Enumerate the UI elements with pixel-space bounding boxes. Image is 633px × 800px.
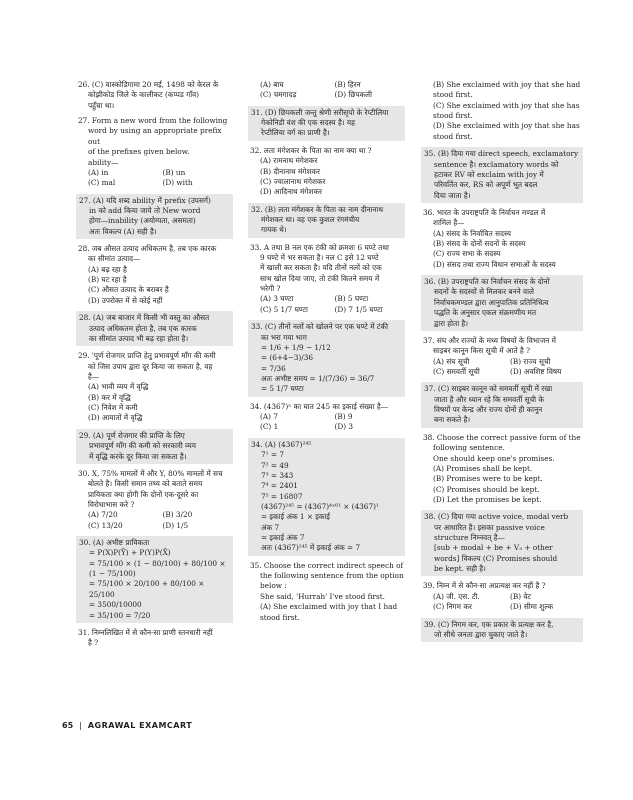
option: (A) बढ़ रहा है: [88, 264, 127, 274]
options-grid: [250, 412, 405, 433]
question-block: [78, 628, 233, 649]
question-block: [250, 561, 405, 623]
text-line: 27. Form a new word from the following: [78, 116, 228, 126]
text-line: = 75/100 × 20/100 + 80/100 × 25/100: [89, 579, 205, 599]
text-line: उत्पाद अधिकतम होता है, तब एक कारक: [89, 323, 197, 333]
text-line: in को add किया जाये तो New word: [89, 205, 201, 215]
text-line: below :: [260, 581, 287, 591]
brand-name: AGRAWAL EXAMCART: [87, 721, 193, 730]
text-line: 33. A तथा B नल एक टंकी को क्रमशः 6 घण्टे तथा: [250, 242, 389, 252]
column-left: [78, 80, 233, 654]
option: (C) औसत उत्पाद के बराबर है: [88, 285, 169, 295]
text-line: गेकोनिडी वंश की एक सदस्य है। यह: [261, 118, 356, 128]
text-line: 29. (A) पूर्ण रोजगार की प्राप्ति के लिए: [79, 430, 185, 440]
text-line: कोझीकोड जिले के कालीकट (कप्पड गाँव): [88, 90, 200, 100]
text-line: रेप्टीलिया वर्ग का प्राणी है।: [261, 128, 330, 138]
option: (B) Promises were to be kept.: [433, 474, 543, 484]
option: (C) चमगादड़: [260, 90, 297, 100]
option: stood first.: [433, 131, 473, 141]
text-line: 29. 'पूर्ण रोजगार प्राप्ति हेतु प्रभावपूर्ण माँग की कमी: [78, 351, 216, 361]
text-line: हटाकर RV को exclaim with joy में: [434, 169, 544, 179]
option: (A) She exclaimed with joy that I had: [260, 602, 398, 612]
text-line: 7² = 49: [261, 460, 289, 470]
text-line: द्वारा होता है।: [434, 318, 469, 328]
text-line: [sub + modal + be + V₃ + other: [434, 543, 553, 553]
option: (B) वेट: [510, 591, 532, 601]
question-block: [250, 80, 405, 101]
option: (A) संसद के निर्वाचित सदस्य: [433, 228, 512, 238]
text-line: है—: [88, 371, 100, 381]
text-line: (4367)²⁴⁵ = (4367)⁴ˣ⁶¹ × (4367)¹: [261, 501, 379, 511]
option: (D) सीमा शुल्क: [510, 602, 554, 612]
text-line: 37. (C) साइबर कानून को समवर्ती सूची में रखा: [424, 384, 553, 394]
question-block: [423, 336, 583, 377]
text-line: 26. (C) वास्कोडिगामा 20 मई, 1498 को केरल के: [78, 80, 219, 89]
option: (A) 7: [260, 412, 278, 422]
answer-block: [248, 320, 405, 397]
answer-block: [76, 311, 233, 346]
text-line: = 3500/10000: [89, 600, 142, 610]
text-line: में वृद्धि करके दूर किया जा सकता है।: [89, 451, 187, 461]
question-block: [78, 351, 233, 424]
text-line: 30. X, 75% मामलों में और Y, 80% मामलों में सच: [78, 468, 223, 478]
answer-block: [248, 438, 405, 556]
options-list: [423, 80, 583, 142]
option: (D) 1/5: [162, 520, 189, 530]
option: (D) छिपकली: [334, 90, 372, 100]
text-line: साथ खोल दिया जाए, तो टंकी कितने समय में: [260, 273, 380, 283]
text-line: 7³ = 343: [261, 470, 294, 480]
option: (A) संघ सूची: [433, 356, 470, 366]
text-line: जाता है और ध्यान रहे कि समवर्ती सूची के: [434, 394, 544, 404]
text-line: शामिल है—: [433, 218, 465, 228]
options-list: [423, 229, 583, 270]
text-line: होगा—inability (अयोग्यता, असमता): [89, 216, 196, 226]
question-block: [250, 146, 405, 198]
question-block: [423, 433, 583, 506]
text-line: structure निम्नवत् है—: [434, 533, 505, 543]
text-line: = 35/100 = 7/20: [89, 610, 151, 620]
option: (A) in: [88, 167, 109, 177]
question-block: [423, 581, 583, 612]
option: (B) She exclaimed with joy that she had: [433, 80, 581, 89]
text-line: 34. (A) (4367)²⁴⁵: [251, 439, 312, 449]
question-block: [423, 80, 583, 142]
text-line: दिया जाता है।: [434, 190, 471, 200]
option: (A) बाघ: [260, 80, 284, 89]
option: (B) 5 घण्टा: [334, 294, 369, 304]
option: (B) संसद के दोनों सदनों के सदस्य: [433, 239, 526, 249]
option: (C) She exclaimed with joy that she has: [433, 100, 580, 110]
option: (C) 13/20: [88, 520, 123, 530]
text-line: 9 घण्टे में भर सकता है। नल C इसे 12 घण्टे: [260, 253, 379, 263]
text-line: = P(X)P(Ȳ) + P(Y)P(X̄): [89, 548, 171, 558]
text-line: = (6+4−3)/36: [261, 353, 314, 363]
text-line: = 7/36: [261, 363, 286, 373]
text-line: 7¹ = 7: [261, 450, 284, 460]
text-line: = 75/100 × (1 − 80/100) + 80/100 × (1 − 75/100): [89, 558, 226, 579]
text-line: निर्वाचकमण्डल द्वारा आनुपातिक प्रतिनिधित्व: [434, 297, 549, 307]
text-line: 36. (B) उपराष्ट्रपति का निर्वाचन संसद के दोनों: [424, 277, 550, 287]
text-line: 35. Choose the correct indirect speech of: [250, 560, 404, 570]
text-line: = इकाई अंक 7: [261, 533, 305, 543]
option: (A) जी. एस. टी.: [433, 591, 480, 601]
text-line: 30. (A) अभीष्ट प्रायिकता: [79, 538, 150, 548]
column-right: [423, 80, 583, 647]
option: (B) हिरन: [334, 80, 361, 89]
text-line: sentence है। exclamatory words को: [434, 159, 559, 169]
text-line: of the prefixes given below.: [88, 147, 190, 157]
text-line: भरेगी ?: [260, 284, 281, 294]
option: (B) कर में वृद्धि: [88, 392, 131, 402]
question-block: [78, 116, 233, 189]
option: stood first.: [433, 90, 473, 100]
option: (D) उपरोक्त में से कोई नहीं: [88, 295, 163, 305]
text-line: बोलते है। किसी समान तथ्य को बताते समय: [88, 479, 203, 489]
option: (D) with: [162, 178, 193, 188]
option: (B) un: [162, 167, 186, 177]
text-line: सदनों के सदस्यों से मिलकर बनने वाले: [434, 287, 534, 297]
option: (A) Promises shall be kept.: [433, 463, 533, 473]
question-block: [250, 402, 405, 433]
text-line: का भरा गया भाग: [261, 332, 307, 342]
options-grid: [250, 80, 405, 101]
answer-block: [421, 510, 583, 576]
text-line: 31. (D) छिपकली जन्तु श्रेणी सरीसृपो के रेप्टीलिया: [251, 107, 389, 117]
answer-block: [421, 147, 583, 203]
text-line: 7⁵ = 16807: [261, 491, 303, 501]
option: (B) राज्य सूची: [510, 356, 551, 366]
answer-block: [76, 194, 233, 239]
text-line: One should keep one's promises.: [433, 453, 555, 463]
options-grid: [423, 592, 583, 613]
text-line: 38. Choose the correct passive form of the: [423, 432, 581, 442]
option: (C) Promises should be kept.: [433, 484, 540, 494]
option: (A) रामनाथ मंगेशकर: [260, 156, 318, 166]
answer-block: [421, 275, 583, 331]
text-line: 32. (B) लता मंगेशकर के पिता का नाम दीनानाथ: [251, 204, 384, 214]
option: (C) समवर्ती सूची: [433, 366, 480, 376]
text-line: गायक थे।: [261, 225, 287, 235]
options-list: [78, 382, 233, 423]
question-block: [78, 80, 233, 111]
options-list: [250, 602, 405, 623]
text-line: 32. लता मंगेशकर के पिता का नाम क्या था ?: [250, 145, 372, 155]
question-block: [78, 244, 233, 306]
text-line: अतः अभीष्ट समय = 1/(7/36) = 36/7: [261, 373, 375, 383]
text-line: 33. (C) तीनों नलों को खोलने पर एक घण्टे में टंकी: [251, 322, 388, 332]
answer-block: [248, 106, 405, 141]
text-line: be kept. सही है।: [434, 564, 486, 574]
options-grid: [423, 357, 583, 378]
answer-block: [76, 536, 233, 623]
option: (D) आदिनाथ मंगेशकर: [260, 187, 323, 197]
page-body: [78, 80, 581, 700]
option: (A) भावी व्यय में वृद्धि: [88, 382, 149, 392]
text-line: 38. (C) दिया गया active voice, modal verb: [424, 512, 569, 522]
option: (D) 3: [334, 422, 354, 432]
option: (D) 7 1/5 घण्टा: [334, 304, 383, 314]
option: (B) दीनानाथ मंगेशकर: [260, 166, 321, 176]
text-line: पर आधारित है। इसका passive voice: [434, 522, 545, 532]
answer-block: [421, 382, 583, 427]
text-line: पहुँचा था।: [88, 100, 115, 110]
text-line: 7⁴ = 2401: [261, 481, 298, 491]
text-line: को जिस उपाय द्वारा दूर किया जा सकता है, वह: [88, 361, 213, 371]
option: (C) निवेश में कमी: [88, 403, 138, 413]
option: (C) mal: [88, 178, 116, 188]
text-line: 34. (4367)ⁿ का घात 245 का इकाई संख्या है—: [250, 401, 389, 411]
options-list: [250, 156, 405, 197]
text-line: 37. संघ और राज्यों के मध्य विषयों के विभाजन में: [423, 335, 556, 345]
question-block: [423, 208, 583, 270]
option: (C) 5 1/7 घण्टा: [260, 304, 308, 314]
text-line: following sentence.: [433, 443, 505, 453]
page-number: 65: [62, 721, 74, 730]
option: (A) 7/20: [88, 510, 118, 520]
option: (C) 1: [260, 422, 279, 432]
option: (C) ज्वालानाथ मंगेशकर: [260, 176, 326, 186]
option: (D) अवशिष्ट विषय: [510, 366, 562, 376]
text-line: प्रभावपूर्ण माँग की कमी को सरकारी व्यय: [89, 441, 197, 451]
text-line: है ?: [88, 638, 99, 648]
text-line: words] विकल्प (C) Promises should: [434, 553, 558, 563]
option: stood first.: [433, 111, 473, 121]
text-line: 28. (A) जब बाजार में किसी भी वस्तु का औसत: [79, 313, 210, 323]
answer-block: [76, 429, 233, 464]
option: stood first.: [260, 612, 300, 622]
text-line: अंक 7: [261, 522, 280, 532]
text-line: = इकाई अंक 1 × इकाई: [261, 512, 330, 522]
page-footer: 65 | AGRAWAL EXAMCART: [62, 721, 193, 730]
text-line: अतः विकल्प (A) सही है।: [89, 226, 157, 236]
text-line: = 5 1/7 घण्टा: [261, 384, 304, 394]
text-line: साइबर कानून किस सूची में आते है ?: [433, 346, 531, 356]
text-line: 28. जब औसत उत्पाद अधिकतम है, तब एक कारक: [78, 244, 217, 254]
option: (D) संसद तथा राज्य विधान सभाओं के सदस्य: [433, 259, 556, 269]
text-line: परिवर्तित कर, RS को अपूर्ण भूत बदल: [434, 180, 538, 190]
text-line: प्रायिकता क्या होगी कि दोनों एक-दूसरे का: [88, 489, 199, 499]
text-line: the following sentence from the option: [260, 571, 404, 581]
option: (D) Let the promises be kept.: [433, 494, 542, 504]
text-line: विषयों पर केन्द्र और राज्य दोनों ही कानून: [434, 405, 543, 415]
option: (C) निगम कर: [433, 602, 472, 612]
options-grid: [250, 294, 405, 315]
options-list: [423, 464, 583, 505]
text-line: She said, 'Hurrah' I've stood first.: [260, 591, 385, 601]
option: (B) 3/20: [162, 510, 193, 520]
options-grid: [78, 168, 233, 189]
option: (B) घट रहा है: [88, 275, 127, 285]
option: (A) 3 घण्टा: [260, 294, 294, 304]
column-middle: [250, 80, 405, 628]
text-line: जो सीधे जनता द्वारा चुकाए जाते है।: [434, 629, 528, 639]
text-line: विरोधाभास करे ?: [88, 499, 135, 509]
text-line: 35. (B) दिया गया direct speech, exclamatory: [424, 149, 579, 159]
text-line: का सीमांत उत्पाद—: [88, 254, 141, 264]
text-line: 39. (C) निगम कर, एक प्रकार के प्रत्यक्ष कर है,: [424, 619, 554, 629]
text-line: 36. भारत के उपराष्ट्रपति के निर्वाचन मण्डल में: [423, 207, 546, 217]
option: (D) आयातों में वृद्धि: [88, 413, 143, 423]
text-line: पद्धति के अनुसार एकल संक्रमणीय मत: [434, 308, 537, 318]
text-line: अतः (4367)²⁴⁵ में इकाई अंक = 7: [261, 543, 361, 553]
option: (D) She exclaimed with joy that she has: [433, 121, 580, 131]
text-line: 39. निम्न में से कौन-सा अप्रत्यक्ष कर नहीं है ?: [423, 581, 546, 591]
question-block: [78, 469, 233, 531]
text-line: word by using an appropriate prefix out: [88, 126, 222, 146]
option: (B) 9: [334, 412, 353, 422]
question-block: [250, 243, 405, 316]
text-line: ability—: [88, 157, 119, 167]
options-grid: [78, 510, 233, 531]
option: (C) राज्य सभा के सदस्य: [433, 249, 501, 259]
text-line: 31. निम्नलिखित में से कौन-सा प्राणी स्तनधारी नहीं: [78, 627, 213, 637]
options-list: [78, 265, 233, 306]
answer-block: [421, 618, 583, 643]
text-line: में खाली कर सकता है। यदि तीनों नलों को एक: [260, 263, 382, 273]
text-line: = 1/6 + 1/9 − 1/12: [261, 342, 331, 352]
text-line: 27. (A) यदि शब्द ability में prefix (उपसर्ग): [79, 195, 211, 205]
text-line: का सीमांत उत्पाद भी बढ़ रहा होता है।: [89, 333, 189, 343]
answer-block: [248, 203, 405, 238]
text-line: मंगेशकर था। वह एक कुशल रंगमंचीय: [261, 214, 360, 224]
text-line: बना सकते है।: [434, 415, 471, 425]
